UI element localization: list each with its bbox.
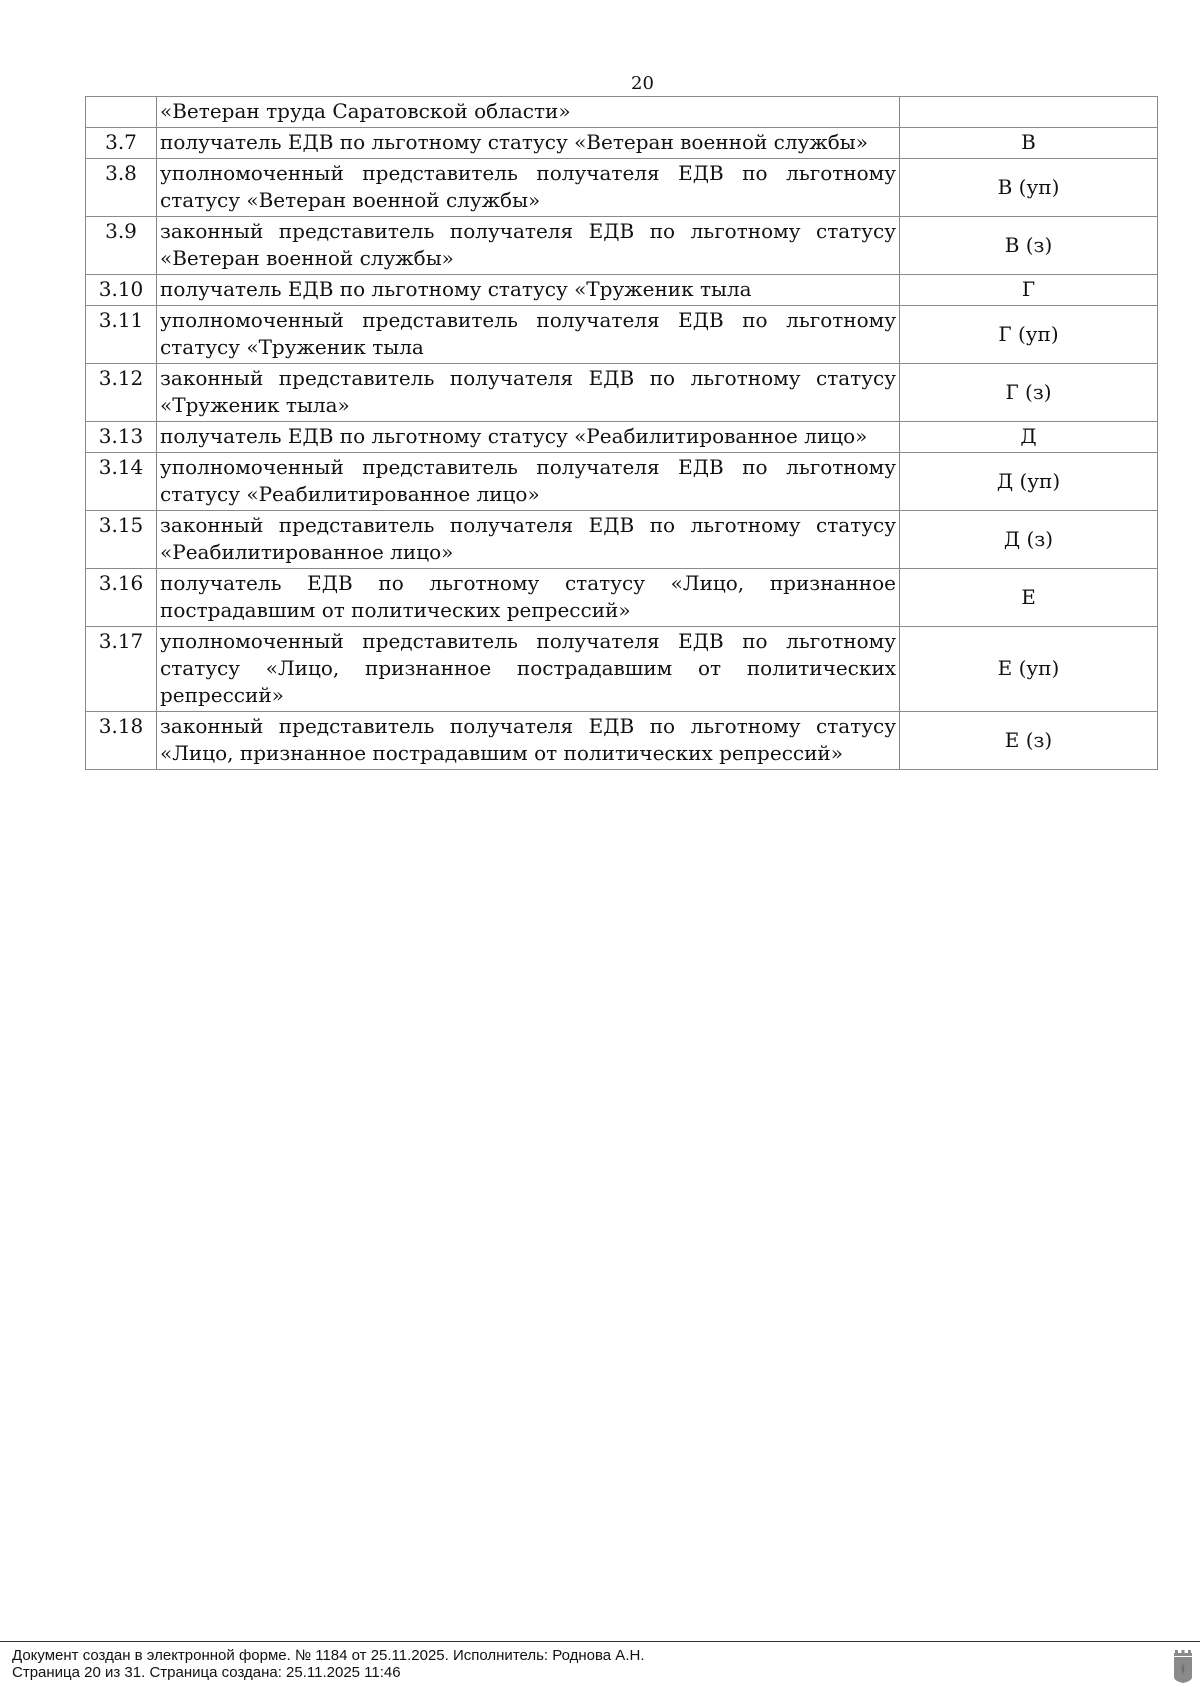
table-row — [86, 306, 1158, 364]
table-row — [86, 275, 1158, 306]
row-description: получатель ЕДВ по льготному статусу «Ветеран военной службы» — [157, 128, 900, 159]
row-description: законный представитель получателя ЕДВ по льготному статусу «Труженик тыла» — [157, 364, 900, 422]
table-row — [86, 97, 1158, 128]
footer-divider — [0, 1641, 1200, 1642]
coat-of-arms-icon — [1173, 1650, 1193, 1683]
benefit-status-table — [85, 96, 1158, 770]
footer-info — [12, 1647, 644, 1681]
row-description: уполномоченный представитель получателя ЕДВ по льготному статусу «Лицо, признанное пострадавшим от политических репрессий» — [157, 627, 900, 712]
row-code: В — [900, 128, 1158, 159]
footer-page-line: Страница 20 из 31. Страница создана: 25.11.2025 11:46 — [12, 1664, 401, 1681]
row-description: законный представитель получателя ЕДВ по льготному статусу «Ветеран военной службы» — [157, 217, 900, 275]
row-number: 3.7 — [86, 128, 157, 159]
row-code: Д (уп) — [900, 453, 1158, 511]
row-number: 3.14 — [86, 453, 157, 511]
row-description: «Ветеран труда Саратовской области» — [157, 97, 900, 128]
row-number: 3.9 — [86, 217, 157, 275]
row-code — [900, 97, 1158, 128]
row-number: 3.8 — [86, 159, 157, 217]
row-description: получатель ЕДВ по льготному статусу «Лицо, признанное пострадавшим от политических репрессий» — [157, 569, 900, 627]
row-code: Г (з) — [900, 364, 1158, 422]
row-description: уполномоченный представитель получателя ЕДВ по льготному статусу «Труженик тыла — [157, 306, 900, 364]
table-row — [86, 364, 1158, 422]
table-row — [86, 422, 1158, 453]
row-number: 3.13 — [86, 422, 157, 453]
row-code: Е — [900, 569, 1158, 627]
row-number: 3.12 — [86, 364, 157, 422]
row-code: В (з) — [900, 217, 1158, 275]
row-number: 3.16 — [86, 569, 157, 627]
row-description: законный представитель получателя ЕДВ по льготному статусу «Реабилитированное лицо» — [157, 511, 900, 569]
row-number: 3.11 — [86, 306, 157, 364]
row-description: уполномоченный представитель получателя ЕДВ по льготному статусу «Реабилитированное лицо» — [157, 453, 900, 511]
row-code: В (уп) — [900, 159, 1158, 217]
table-row — [86, 159, 1158, 217]
row-description: получатель ЕДВ по льготному статусу «Труженик тыла — [157, 275, 900, 306]
row-description: законный представитель получателя ЕДВ по льготному статусу «Лицо, признанное пострадавшим от политических репрессий» — [157, 712, 900, 770]
table-row — [86, 569, 1158, 627]
row-code: Е (з) — [900, 712, 1158, 770]
row-number — [86, 97, 157, 128]
table-row — [86, 712, 1158, 770]
row-code: Д — [900, 422, 1158, 453]
row-number: 3.15 — [86, 511, 157, 569]
row-code: Г — [900, 275, 1158, 306]
table-row — [86, 511, 1158, 569]
table-row — [86, 217, 1158, 275]
row-description: получатель ЕДВ по льготному статусу «Реабилитированное лицо» — [157, 422, 900, 453]
table-row — [86, 128, 1158, 159]
row-number: 3.10 — [86, 275, 157, 306]
row-code: Г (уп) — [900, 306, 1158, 364]
row-description: уполномоченный представитель получателя ЕДВ по льготному статусу «Ветеран военной службы» — [157, 159, 900, 217]
row-code: Д (з) — [900, 511, 1158, 569]
footer-document-line: Документ создан в электронной форме. № 1184 от 25.11.2025. Исполнитель: Роднова А.Н. — [12, 1647, 645, 1664]
row-number: 3.18 — [86, 712, 157, 770]
row-code: Е (уп) — [900, 627, 1158, 712]
row-number: 3.17 — [86, 627, 157, 712]
table-row — [86, 453, 1158, 511]
table-row — [86, 627, 1158, 712]
page-number: 20 — [631, 73, 654, 94]
